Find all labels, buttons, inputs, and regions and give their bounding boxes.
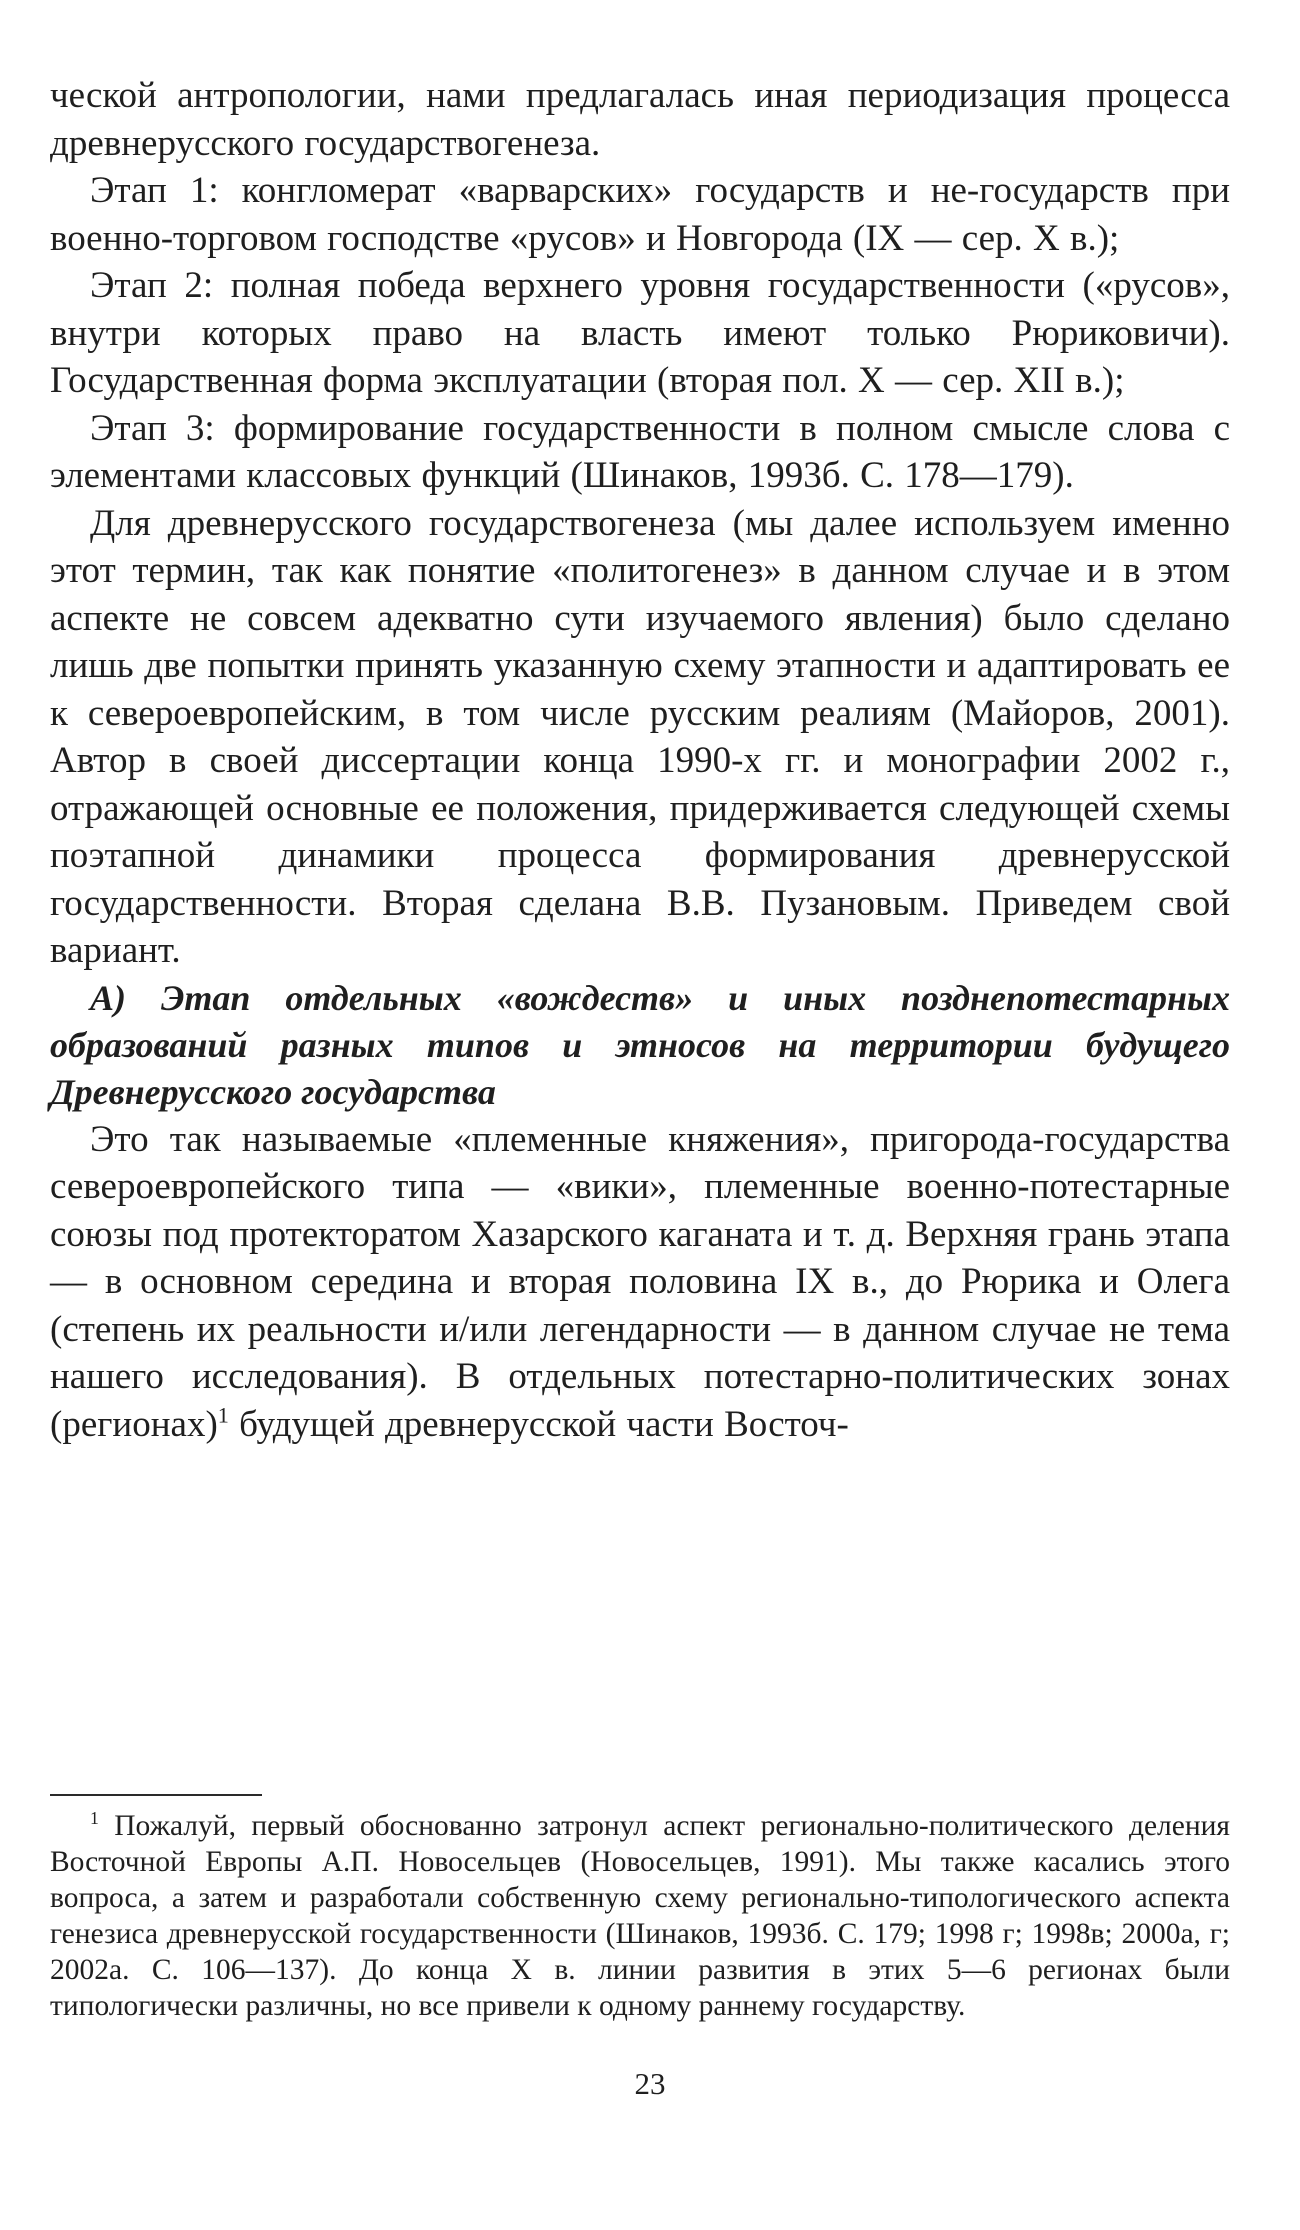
footnote-reference[interactable]: 1: [217, 1402, 229, 1428]
footnote-marker: 1: [90, 1808, 99, 1829]
footnote-1: [50, 1808, 1230, 2024]
paragraph-tribal-principalities: [50, 1116, 1230, 1449]
paragraph-stage-2: Этап 2: полная победа верхнего уровня государственности («русов», внутри которых право на власть имеют только Рюриковичи). Государственная форма эксплуатации (вторая пол. X — сер. XII в.);: [50, 265, 1230, 401]
paragraph-continuation: ческой антропологии, нами предлагалась иная периодизация процесса древнерусского государствогенеза.: [50, 75, 1230, 164]
paragraph-stage-1: Этап 1: конгломерат «варварских» государств и не-государств при военно-торговом господстве «русов» и Новгорода (IX — сер. X в.);: [50, 170, 1230, 259]
paragraph-state-genesis: Для древнерусского государствогенеза (мы далее используем именно этот термин, так как понятие «политогенез» в данном случае и в этом аспекте не совсем адекватно сути изучаемого явления) было сделано лишь две попытки принять указанную схему этапности и адаптировать ее к североевропейским, в том числе русским реалиям (Майоров, 2001). Автор в своей диссертации конца 1990-х гг. и монографии 2002 г., отражающей основные ее положения, придерживается следующей схемы поэтапной динамики процесса формирования древнерусской государственности. Вторая сделана В.В. Пузановым. Приведем свой вариант.: [50, 502, 1230, 971]
section-heading: А) Этап отдельных «вождеств» и иных позднепотестарных образований разных типов и этносов на территории будущего Древнерусского государства: [50, 977, 1230, 1112]
main-text: [50, 72, 1230, 1448]
footnote-divider: [50, 1794, 262, 1796]
footnotes: [50, 1808, 1230, 2024]
page-number: 23: [634, 2066, 666, 2101]
footnote-text: Пожалуй, первый обоснованно затронул аспект регионально-политического деления Восточной Европы А.П. Новосельцев (Новосельцев, 1991). Мы также касались этого вопроса, а затем и разработали собственную схему регионально-типологического аспекта генезиса древнерусской государственности (Шинаков, 1993б. С. 179; 1998 г; 1998в; 2000а, г; 2002а. С. 106—137). До конца X в. линии развития в этих 5—6 регионах были типологически различны, но все привели к одному раннему государству.: [50, 1810, 1230, 2022]
paragraph-text-before-note: Это так называемые «племенные княжения», пригорода-государства североевропейского типа — «вики», племенные военно-потестарные союзы под протекторатом Хазарского каганата и т. д. Верхняя грань этапа — в основном середина и вторая половина IX в., до Рюрика и Олега (степень их реальности и/или легендарности — в данном случае не тема нашего исследования). В отдельных потестарно-политических зонах (регионах): [50, 1118, 1230, 1445]
paragraph-stage-3: Этап 3: формирование государственности в полном смысле слова с элементами классовых функций (Шинаков, 1993б. С. 178—179).: [50, 407, 1230, 496]
paragraph-text-after-note: будущей древнерусской части Восточ-: [228, 1403, 849, 1445]
